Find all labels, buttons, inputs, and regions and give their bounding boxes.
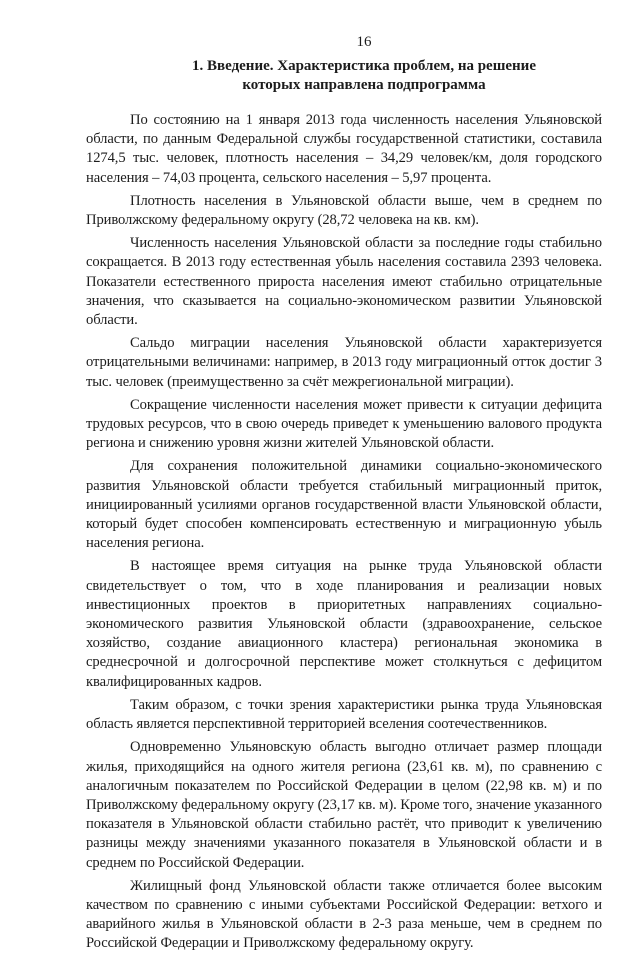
section-title-line-1: 1. Введение. Характеристика проблем, на решение <box>192 58 536 74</box>
paragraph: Плотность населения в Ульяновской области выше, чем в среднем по Приволжскому федеральному округу (28,72 человека на кв. км). <box>86 192 602 229</box>
paragraph: Сальдо миграции населения Ульяновской области характеризуется отрицательными величинами: например, в 2013 году миграционный отток достиг 3 тыс. человек (преимущественно за счёт межрегиональной миграции). <box>86 335 602 390</box>
paragraph: Численность населения Ульяновской области за последние годы стабильно сокращается. В 2013 году естественная убыль населения составила 2393 человека. Показатели естественного прироста населения имеют стабильно отрицательные значения, что сказывается на социально-экономическом развитии Ульяновской области. <box>86 235 602 329</box>
page-number: 16 <box>356 34 372 50</box>
section-title <box>86 57 602 95</box>
paragraph: Сокращение численности населения может привести к ситуации дефицита трудовых ресурсов, что в свою очередь приведет к уменьшению валового продукта региона и снижению уровня жизни жителей Ульяновской области. <box>86 396 602 452</box>
paragraph: Для сохранения положительной динамики социально-экономического развития Ульяновской области требуется стабильный миграционный приток, инициированный усилиями органов государственной власти Ульяновской области, который будет способен компенсировать естественную и миграционную убыль населения региона. <box>86 458 602 552</box>
paragraph: Одновременно Ульяновскую область выгодно отличает размер площади жилья, приходящийся на одного жителя региона (23,61 кв. м), по сравнению с аналогичным показателем по Российской Федерации в целом (22,98 кв. м) и по Приволжскому федеральному округу (23,17 кв. м). Кроме того, значение указанного показателя в Ульяновской области стабильно растёт, что приводит к увеличению разницы между значениями указанного показателя в Ульяновской области и в среднем по Российской Федерации. <box>86 739 602 871</box>
paragraph: В настоящее время ситуация на рынке труда Ульяновской области свидетельствует о том, что в ходе планирования и реализации новых инвестиционных проектов в приоритетных направлениях социально-экономического развития Ульяновской области (здравоохранение, сельское хозяйство, создание авиационного кластера) региональная экономика в среднесрочной и долгосрочной перспективе может столкнуться с дефицитом квалифицированных кадров. <box>86 558 602 690</box>
document-body <box>86 111 602 954</box>
paragraph: Жилищный фонд Ульяновской области также отличается более высоким качеством по сравнению с иными субъектами Российской Федерации: ветхого и аварийного жилья в Ульяновской области в 2-3 раза меньше, чем в среднем по Российской Федерации и Приволжскому федеральному округу. <box>86 877 602 952</box>
section-title-line-2: которых направлена подпрограмма <box>242 77 486 93</box>
paragraph: По состоянию на 1 января 2013 года численность населения Ульяновской области, по данным Федеральной службы государственной статистики, составила 1274,5 тыс. человек, плотность населения – 34,29 человек/км, доля городского населения – 74,03 процента, сельского населения – 5,97 процента. <box>86 112 602 186</box>
paragraph: Таким образом, с точки зрения характеристики рынка труда Ульяновская область является перспективной территорией вселения соотечественников. <box>86 696 602 733</box>
